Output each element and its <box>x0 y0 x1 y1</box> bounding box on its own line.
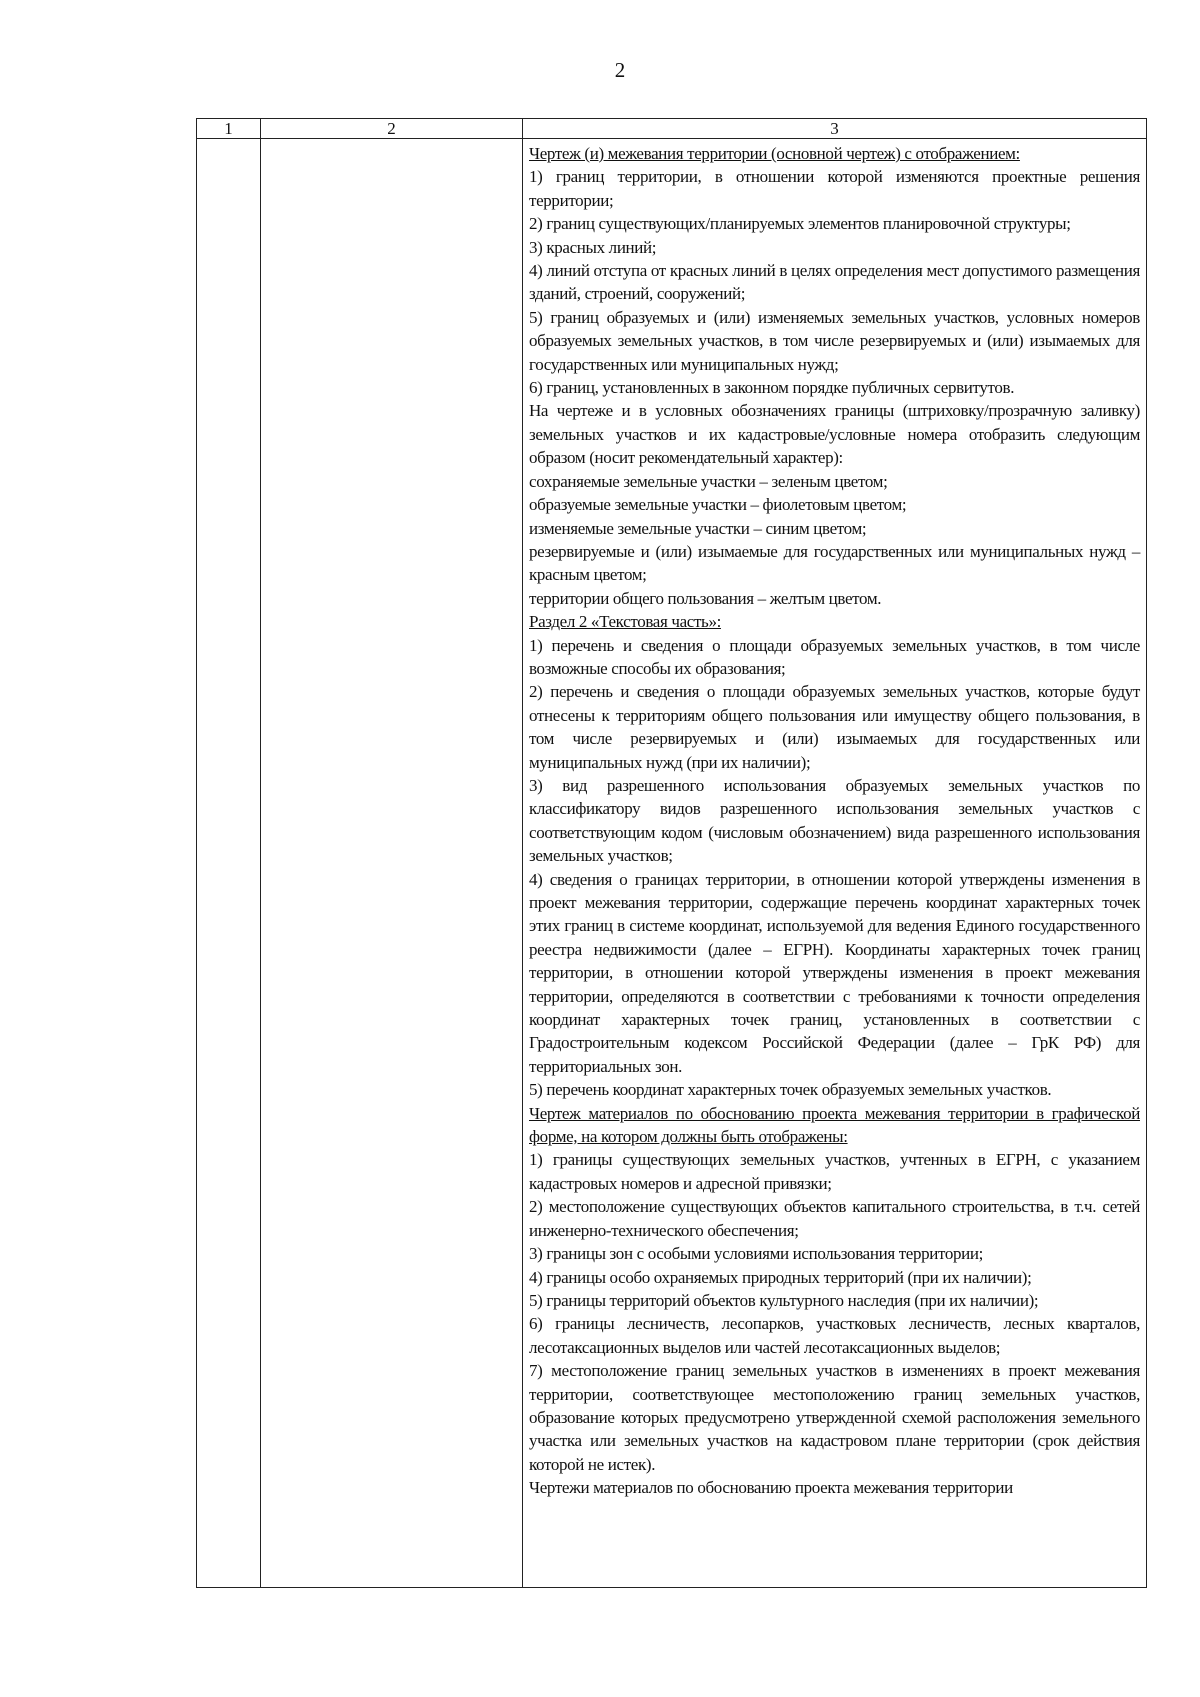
paragraph: 2) перечень и сведения о площади образуемых земельных участков, которые будут отнесены к территориям общего пользования или имуществу общего пользования, в том числе резервируемых и (или) изымаемых для государственных или муниципальных нужд (при их наличии); <box>529 682 1140 772</box>
paragraph: сохраняемые земельные участки – зеленым цветом; <box>529 471 888 491</box>
paragraph <box>529 142 1140 165</box>
cell-col-1 <box>197 139 261 1588</box>
table-header-row <box>197 119 1147 139</box>
section-heading: Чертеж (и) межевания территории (основной чертеж) с отображением: <box>529 144 1020 163</box>
paragraph <box>529 1102 1140 1149</box>
section-heading: Чертеж материалов по обоснованию проекта межевания территории в графической форме, на котором должны быть отображены: <box>529 1103 1140 1147</box>
page-number: 2 <box>614 58 626 82</box>
paragraph: 1) границы существующих земельных участков, учтенных в ЕГРН, с указанием кадастровых номеров и адресной привязки; <box>529 1150 1140 1193</box>
paragraph: 4) границы особо охраняемых природных территорий (при их наличии); <box>529 1267 1032 1287</box>
paragraph: 6) границ, установленных в законном порядке публичных сервитутов. <box>529 378 1015 398</box>
paragraph: 5) границы территорий объектов культурного наследия (при их наличии); <box>529 1290 1039 1310</box>
cell-col-2 <box>261 139 523 1588</box>
paragraph: Чертежи материалов по обоснованию проекта межевания территории <box>529 1478 1013 1498</box>
paragraph: 3) границы зон с особыми условиями использования территории; <box>529 1244 984 1264</box>
paragraph: 2) границ существующих/планируемых элементов планировочной структуры; <box>529 214 1071 234</box>
table-row <box>197 139 1147 1588</box>
header-col-2: 2 <box>261 119 523 139</box>
cell-col-3-content <box>523 139 1146 1500</box>
paragraph: 6) границы лесничеств, лесопарков, участковых лесничеств, лесных кварталов, лесотаксационных выделов или частей лесотаксационных выделов; <box>529 1314 1140 1357</box>
paragraph: 7) местоположение границ земельных участков в изменениях в проект межевания территории, соответствующее местоположению границ земельных участков, образование которых предусмотрено утвержденной схемой расположения земельного участка или земельных участков на кадастровом плане территории (срок действия которой не истек). <box>529 1361 1140 1474</box>
paragraph <box>529 610 1140 633</box>
paragraph: 4) линий отступа от красных линий в целях определения мест допустимого размещения зданий, строений, сооружений; <box>529 261 1140 304</box>
cell-col-3 <box>523 139 1147 1588</box>
paragraph: 2) местоположение существующих объектов капитального строительства, в т.ч. сетей инженерно-технического обеспечения; <box>529 1197 1140 1240</box>
header-col-3: 3 <box>523 119 1147 139</box>
paragraph: 1) границ территории, в отношении которой изменяются проектные решения территории; <box>529 167 1140 210</box>
paragraph: 4) сведения о границах территории, в отношении которой утверждены изменения в проект межевания территории, содержащие перечень координат характерных точек этих границ в системе координат, используемой для ведения Единого государственного реестра недвижимости (далее – ЕГРН). Координаты характерных точек границ территории, в отношении которой утверждены изменения в проект межевания территории, определяются в соответствии с требованиями к точности определения координат характерных точек границ, установленных в соответствии с Градостроительным кодексом Российской Федерации (далее – ГрК РФ) для территориальных зон. <box>529 869 1140 1076</box>
paragraph: 3) красных линий; <box>529 237 657 257</box>
header-col-1: 1 <box>197 119 261 139</box>
paragraph: образуемые земельные участки – фиолетовым цветом; <box>529 495 907 515</box>
paragraph: 5) перечень координат характерных точек образуемых земельных участков. <box>529 1080 1052 1100</box>
requirements-table <box>196 118 1147 1588</box>
section-heading: Раздел 2 «Текстовая часть»: <box>529 612 721 632</box>
paragraph: территории общего пользования – желтым цветом. <box>529 588 882 608</box>
paragraph: 1) перечень и сведения о площади образуемых земельных участков, в том числе возможные способы их образования; <box>529 635 1140 678</box>
paragraph: 3) вид разрешенного использования образуемых земельных участков по классификатору видов разрешенного использования земельных участков с соответствующим кодом (числовым обозначением) вида разрешенного использования земельных участков; <box>529 775 1140 866</box>
paragraph: изменяемые земельные участки – синим цветом; <box>529 518 867 538</box>
paragraph: На чертеже и в условных обозначениях границы (штриховку/прозрачную заливку) земельных участков и их кадастровые/условные номера отобразить следующим образом (носит рекомендательный характер): <box>529 401 1140 468</box>
paragraph: резервируемые и (или) изымаемые для государственных или муниципальных нужд – красным цветом; <box>529 541 1140 585</box>
paragraph: 5) границ образуемых и (или) изменяемых земельных участков, условных номеров образуемых земельных участков, в том числе резервируемых и (или) изымаемых для государственных или муниципальных нужд; <box>529 307 1140 374</box>
